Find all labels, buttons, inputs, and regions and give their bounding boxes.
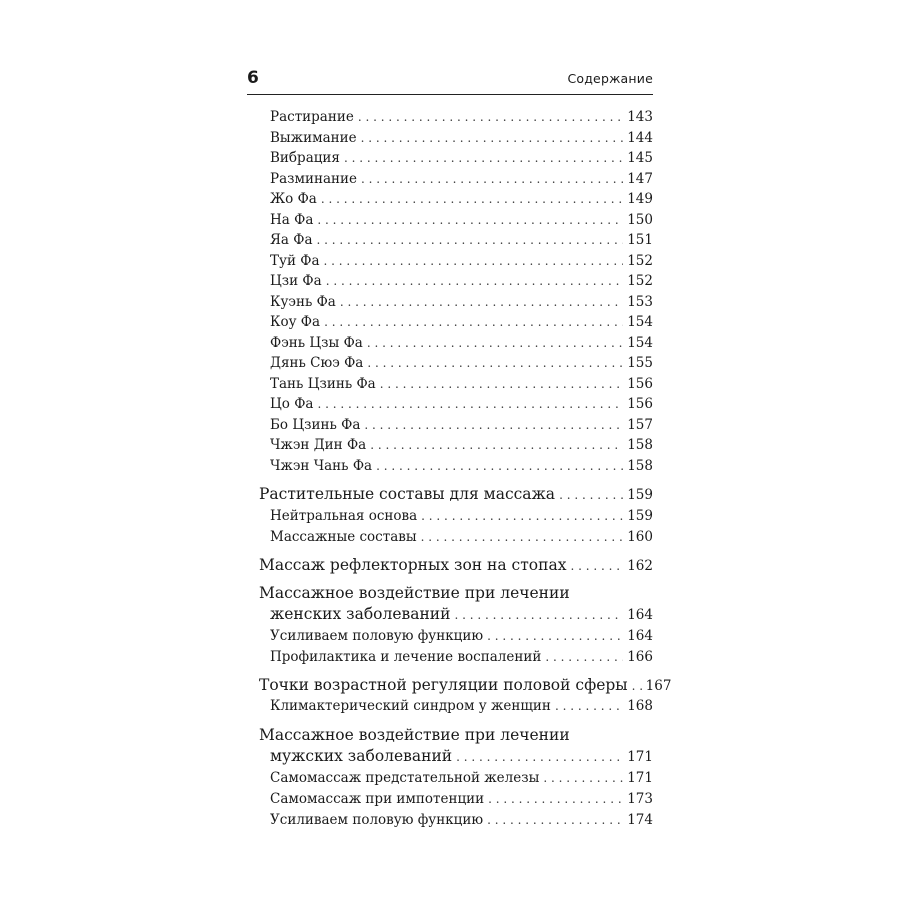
toc-section-title-cont: мужских заболеваний bbox=[270, 747, 453, 765]
leader-dots bbox=[376, 458, 623, 474]
toc-entry bbox=[270, 314, 653, 330]
toc-entry-page: 166 bbox=[627, 649, 653, 665]
leader-dots bbox=[488, 791, 623, 807]
toc-section-title: Растительные составы для массажа bbox=[259, 485, 556, 503]
toc-entry-page: 143 bbox=[627, 109, 653, 125]
toc-section bbox=[259, 556, 653, 575]
toc-entry bbox=[270, 294, 653, 310]
toc-section-title: Массажное воздействие при лечении bbox=[259, 726, 570, 744]
toc-entry bbox=[270, 171, 653, 187]
leader-dots bbox=[324, 253, 624, 269]
toc-entry bbox=[270, 212, 653, 228]
leader-dots bbox=[543, 770, 623, 786]
leader-dots bbox=[545, 649, 623, 665]
toc-entry-page: 154 bbox=[627, 314, 653, 330]
leader-dots bbox=[340, 294, 623, 310]
running-head: Содержание bbox=[567, 71, 653, 86]
toc-entry bbox=[270, 232, 653, 248]
leader-dots bbox=[487, 812, 623, 828]
toc-entry bbox=[270, 649, 653, 665]
toc-entry bbox=[270, 376, 653, 392]
leader-dots bbox=[344, 150, 623, 166]
page-number: 6 bbox=[247, 68, 259, 88]
toc-entry bbox=[270, 791, 653, 807]
leader-dots bbox=[456, 748, 623, 766]
toc-section-title: Массаж рефлекторных зон на стопах bbox=[259, 556, 567, 574]
toc-entry bbox=[270, 109, 653, 125]
toc-entry-page: 153 bbox=[627, 294, 653, 310]
toc-entry-label: Фэнь Цзы Фа bbox=[270, 335, 363, 351]
toc-entry-label: Выжимание bbox=[270, 130, 357, 146]
leader-dots bbox=[559, 486, 623, 504]
leader-dots bbox=[326, 273, 624, 289]
toc-entry-label: На Фа bbox=[270, 212, 314, 228]
toc-section-page: 167 bbox=[645, 678, 672, 694]
toc-entry bbox=[270, 437, 653, 453]
toc-entry-label: Профилактика и лечение воспалений bbox=[270, 649, 542, 665]
toc-entry-page: 152 bbox=[627, 253, 653, 269]
leader-dots bbox=[555, 698, 623, 714]
toc-entry-label: Климактерический синдром у женщин bbox=[270, 698, 551, 714]
leader-dots bbox=[367, 335, 623, 351]
toc-entry bbox=[270, 812, 653, 828]
toc-entry bbox=[270, 529, 653, 545]
toc-entry-page: 164 bbox=[627, 628, 653, 644]
toc-entry-page: 151 bbox=[627, 232, 653, 248]
toc-entry-page: 154 bbox=[627, 335, 653, 351]
toc-entry-page: 155 bbox=[627, 355, 653, 371]
leader-dots bbox=[358, 109, 623, 125]
toc-entry-page: 158 bbox=[627, 458, 653, 474]
toc-entry-page: 149 bbox=[627, 191, 653, 207]
toc-entry-label: Дянь Сюэ Фа bbox=[270, 355, 364, 371]
toc-entry-page: 173 bbox=[627, 791, 653, 807]
toc-entry bbox=[270, 508, 653, 524]
toc-entry-page: 160 bbox=[627, 529, 653, 545]
toc-section bbox=[270, 605, 653, 624]
leader-dots bbox=[380, 376, 623, 392]
toc-entry-label: Цзи Фа bbox=[270, 273, 322, 289]
toc-entry bbox=[270, 191, 653, 207]
toc-entry-page: 144 bbox=[627, 130, 653, 146]
toc-entry-label: Вибрация bbox=[270, 150, 340, 166]
toc-entry-label: Массажные составы bbox=[270, 529, 417, 545]
toc-entry-page: 145 bbox=[627, 150, 653, 166]
toc-entry bbox=[270, 458, 653, 474]
toc-entry bbox=[270, 273, 653, 289]
leader-dots bbox=[421, 529, 624, 545]
toc-section-title: Точки возрастной регуляции половой сферы bbox=[259, 676, 628, 694]
leader-dots bbox=[421, 508, 623, 524]
leader-dots bbox=[454, 606, 623, 624]
toc-section bbox=[259, 485, 653, 504]
leader-dots bbox=[364, 417, 623, 433]
toc-entry-label: Разминание bbox=[270, 171, 358, 187]
toc-entry bbox=[270, 150, 653, 166]
toc-entry bbox=[270, 417, 653, 433]
toc-entry-page: 156 bbox=[627, 396, 653, 412]
leader-dots bbox=[321, 191, 623, 207]
toc-entry-label: Усиливаем половую функцию bbox=[270, 628, 484, 644]
toc-section-title-cont: женских заболеваний bbox=[270, 605, 451, 623]
toc-entry-label: Цо Фа bbox=[270, 396, 314, 412]
toc-section-page: 164 bbox=[627, 607, 653, 623]
toc-section bbox=[270, 747, 653, 766]
leader-dots bbox=[632, 677, 642, 695]
toc-section-page: 159 bbox=[627, 487, 653, 503]
leader-dots bbox=[370, 437, 623, 453]
toc-section-title: Массажное воздействие при лечении bbox=[259, 584, 570, 602]
toc-entry-label: Нейтральная основа bbox=[270, 508, 418, 524]
leader-dots bbox=[361, 130, 624, 146]
toc-section-page: 171 bbox=[627, 749, 653, 765]
toc-entry-page: 157 bbox=[627, 417, 653, 433]
toc-entry bbox=[270, 628, 653, 644]
toc-entry-label: Коу Фа bbox=[270, 314, 321, 330]
toc-entry-label: Самомассаж при импотенции bbox=[270, 791, 485, 807]
toc-entry-page: 156 bbox=[627, 376, 653, 392]
leader-dots bbox=[487, 628, 623, 644]
toc-entry-page: 168 bbox=[627, 698, 653, 714]
toc-entry-label: Туй Фа bbox=[270, 253, 320, 269]
toc-entry-label: Чжэн Чань Фа bbox=[270, 458, 373, 474]
toc-entry-label: Куэнь Фа bbox=[270, 294, 336, 310]
toc-entry-page: 171 bbox=[627, 770, 653, 786]
toc-entry-label: Чжэн Дин Фа bbox=[270, 437, 367, 453]
toc-entry-label: Бо Цзинь Фа bbox=[270, 417, 361, 433]
leader-dots bbox=[317, 396, 623, 412]
toc-entry-label: Растирание bbox=[270, 109, 354, 125]
toc-section-page: 162 bbox=[627, 558, 653, 574]
toc-entry-label: Самомассаж предстательной железы bbox=[270, 770, 540, 786]
leader-dots bbox=[361, 171, 623, 187]
toc-entry-page: 152 bbox=[627, 273, 653, 289]
toc-entry bbox=[270, 396, 653, 412]
toc-entry-page: 158 bbox=[627, 437, 653, 453]
toc-entry bbox=[270, 253, 653, 269]
toc-entry-label: Тань Цзинь Фа bbox=[270, 376, 376, 392]
toc-entry bbox=[270, 335, 653, 351]
toc-entry-label: Усиливаем половую функцию bbox=[270, 812, 484, 828]
leader-dots bbox=[367, 355, 623, 371]
toc-entry bbox=[270, 770, 653, 786]
toc-entry bbox=[270, 698, 653, 714]
toc-entry bbox=[270, 355, 653, 371]
leader-dots bbox=[317, 212, 623, 228]
leader-dots bbox=[324, 314, 623, 330]
leader-dots bbox=[317, 232, 624, 248]
toc-entry-label: Жо Фа bbox=[270, 191, 317, 207]
toc-entry bbox=[270, 130, 653, 146]
toc-section bbox=[259, 676, 672, 695]
toc-entry-page: 174 bbox=[627, 812, 653, 828]
toc-entry-page: 150 bbox=[627, 212, 653, 228]
toc-entry-label: Яа Фа bbox=[270, 232, 313, 248]
leader-dots bbox=[570, 557, 623, 575]
toc-entry-page: 147 bbox=[627, 171, 653, 187]
toc-entry-page: 159 bbox=[627, 508, 653, 524]
